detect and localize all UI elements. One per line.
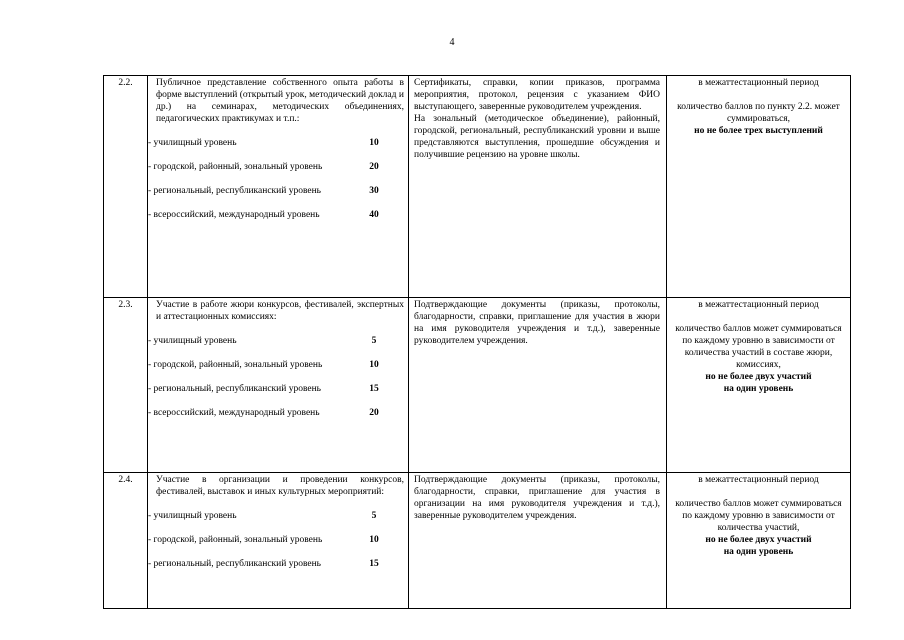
documents-text: Подтверждающие документы (приказы, протоколы, благодарности, справки, приглашение для участия в организации на имя руководителя учреждения и т.д.), заверенные руководителем учреждения. [414, 475, 660, 521]
note-cell [667, 473, 851, 609]
criteria-table [103, 75, 851, 609]
note-period: в межаттестационный период [698, 475, 819, 485]
note-cell [667, 298, 851, 473]
documents-cell [409, 76, 667, 298]
list-item [148, 407, 409, 419]
level-label: - училищный уровень [148, 511, 237, 521]
level-label: - всероссийский, международный уровень [148, 408, 320, 418]
level-label: - городской, районный, зональный уровень [148, 535, 323, 545]
list-item [148, 335, 409, 347]
note-limit: на один уровень [723, 547, 794, 557]
note-period: в межаттестационный период [698, 300, 819, 310]
levels-list [148, 510, 409, 570]
table-row [104, 473, 851, 609]
row-number: 2.4. [104, 473, 148, 609]
criterion-description: Участие в организации и проведении конкурсов, фестивалей, выставок и иных культурных мероприятий: [156, 475, 404, 497]
note-text: количество баллов по пункту 2.2. может суммироваться, [677, 102, 840, 124]
list-item [148, 383, 409, 395]
description-cell [148, 298, 409, 473]
documents-cell [409, 298, 667, 473]
level-score: 20 [369, 162, 379, 172]
note-text: количество баллов может суммироваться по каждому уровню в зависимости от количества участий, [675, 499, 842, 533]
level-score: 20 [369, 408, 379, 418]
list-item [148, 185, 409, 197]
level-label: - региональный, республиканский уровень [148, 186, 322, 196]
note-limit: но не более двух участий [705, 535, 812, 545]
levels-list [148, 137, 409, 221]
level-label: - училищный уровень [148, 336, 237, 346]
description-cell [148, 76, 409, 298]
level-score: 30 [369, 186, 379, 196]
level-score: 10 [369, 138, 379, 148]
level-score: 15 [369, 384, 379, 394]
level-score: 5 [371, 511, 377, 521]
levels-list [148, 335, 409, 419]
note-limit: но не более трех выступлений [694, 126, 823, 136]
note-limit: но не более двух участий [705, 372, 812, 382]
row-number: 2.3. [104, 298, 148, 473]
documents-text: Сертификаты, справки, копии приказов, программа мероприятия, протокол, рецензия с указанием ФИО выступающего, заверенные руководителем учреждения. [414, 78, 660, 112]
documents-text: Подтверждающие документы (приказы, протоколы, благодарности, справки, приглашение для участия в жюри на имя руководителя учреждения и т.д.), заверенные руководителем учреждения. [414, 300, 660, 346]
documents-cell [409, 473, 667, 609]
level-score: 15 [369, 559, 379, 569]
list-item [148, 209, 409, 221]
list-item [148, 359, 409, 371]
criterion-description: Участие в работе жюри конкурсов, фестивалей, экспертных и аттестационных комиссиях: [156, 300, 404, 322]
list-item [148, 534, 409, 546]
level-score: 5 [371, 336, 377, 346]
description-cell [148, 473, 409, 609]
list-item [148, 558, 409, 570]
table-row [104, 298, 851, 473]
level-score: 40 [369, 210, 379, 220]
page-number: 4 [449, 37, 455, 48]
note-limit: на один уровень [723, 384, 794, 394]
list-item [148, 161, 409, 173]
level-score: 10 [369, 535, 379, 545]
list-item [148, 510, 409, 522]
note-text: количество баллов может суммироваться по каждому уровню в зависимости от количества участий в составе жюри, комиссиях, [675, 324, 842, 370]
note-cell [667, 76, 851, 298]
level-label: - региональный, республиканский уровень [148, 559, 322, 569]
level-label: - региональный, республиканский уровень [148, 384, 322, 394]
level-label: - всероссийский, международный уровень [148, 210, 320, 220]
documents-text: На зональный (методическое объединение), районный, городской, региональный, республиканский уровни и выше представляются выступления, прошедшие обсуждения и получившие рецензию на уровне школы. [414, 114, 660, 160]
note-period: в межаттестационный период [698, 78, 819, 88]
level-label: - городской, районный, зональный уровень [148, 162, 323, 172]
criterion-description: Публичное представление собственного опыта работы в форме выступлений (открытый урок, методический доклад и др.) на семинарах, методических объединениях, педагогических практикумах и т.п.: [156, 78, 404, 124]
list-item [148, 137, 409, 149]
table-row [104, 76, 851, 298]
row-number: 2.2. [104, 76, 148, 298]
level-label: - училищный уровень [148, 138, 237, 148]
level-label: - городской, районный, зональный уровень [148, 360, 323, 370]
level-score: 10 [369, 360, 379, 370]
